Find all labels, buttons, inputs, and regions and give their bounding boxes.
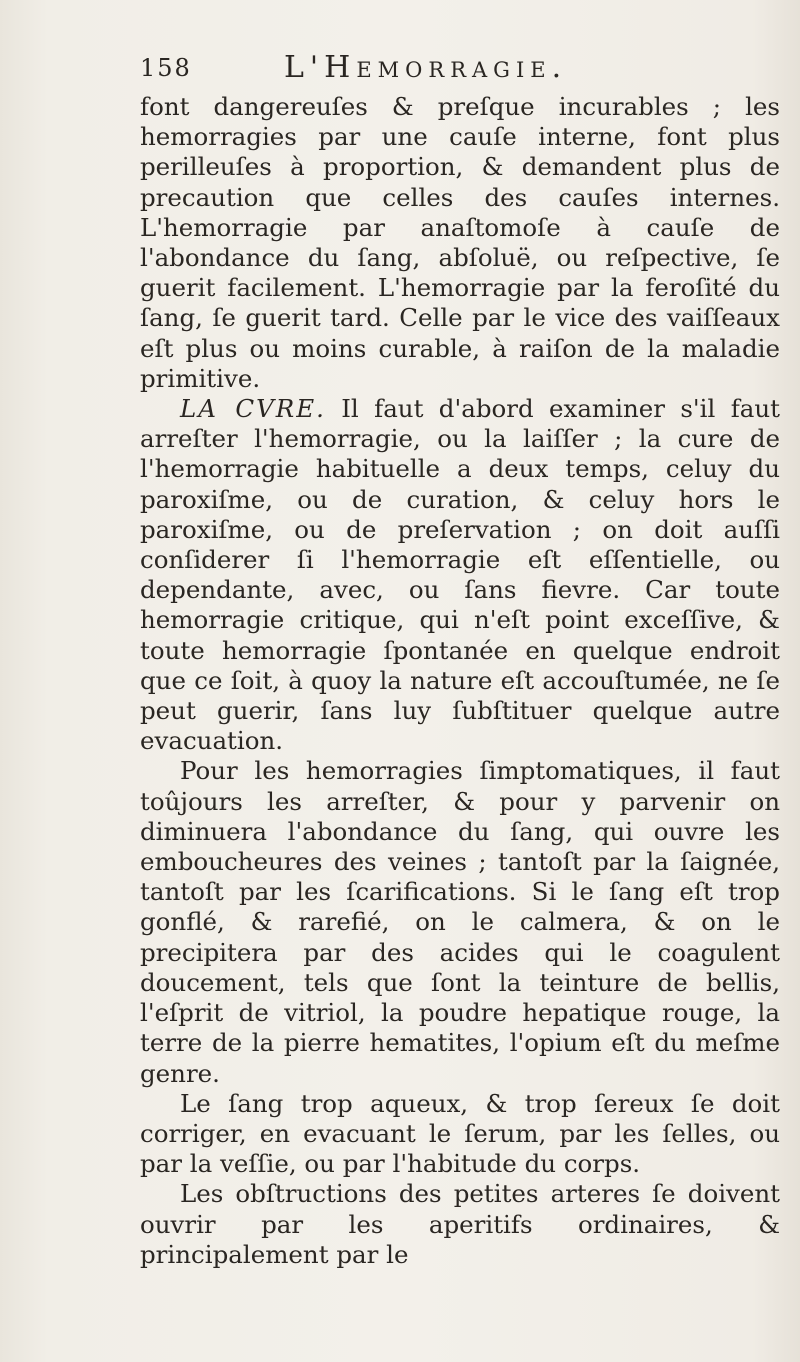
paragraph-text: Les obſtructions des petites arteres ſe doivent ouvrir par les aperitifs ordinaires, & principalement par le (140, 1179, 780, 1269)
body-text (140, 92, 780, 1270)
paragraph-1 (140, 92, 780, 394)
paragraph-text: Le ſang trop aqueux, & trop ſereux ſe doit corriger, en evacuant le ſerum, par les ſelles, ou par la veſſie, ou par l'habitude du corps. (140, 1088, 780, 1179)
paragraph-5 (140, 1179, 780, 1270)
paragraph-text: Il faut d'abord examiner s'il faut arreſter l'hemorragie, ou la laiſſer ; la cure de l'hemorragie habituelle a deux temps, celuy du paroxiſme, ou de curation, & celuy hors le paroxiſme, ou de preſervation ; on doit auſſi conſiderer ſi l'hemorragie eſt eſſentielle, ou dependante, avec, ou ſans fievre. Car toute hemorragie critique, qui n'eſt point exceſſive, & toute hemorragie ſpontanée en quelque endroit que ce ſoit, à quoy la nature eſt accouſtumée, ne ſe peut guerir, ſans luy ſubſtituer quelque autre evacuation. (140, 394, 780, 756)
page-number: 158 (140, 54, 192, 82)
paragraph-text: font dangereuſes & preſque incurables ; les hemorragies par une cauſe interne, font plus perilleuſes à proportion, & demandent plus de precaution que celles des cauſes internes. L'hemorragie par anaſtomoſe à cauſe de l'abondance du ſang, abſoluë, ou reſpective, ſe guerit facilement. L'hemorragie par la feroſité du ſang, ſe guerit tard. Celle par le vice des vaiſſeaux eſt plus ou moins curable, à raiſon de la maladie primitive. (140, 92, 780, 393)
paragraph-4 (140, 1089, 780, 1180)
paragraph-3 (140, 756, 780, 1088)
paragraph-text: Pour les hemorragies ſimptomatiques, il faut toûjours les arreſter, & pour y parvenir on diminuera l'abondance du ſang, qui ouvre les emboucheures des veines ; tantoſt par la ſaignée, tantoſt par les ſcarifications. Si le ſang eſt trop gonflé, & rarefié, on le calmera, & on le precipitera par des acides qui le coagulent doucement, tels que ſont la teinture de bellis, l'eſprit de vitriol, la poudre hepatique rouge, la terre de la pierre hematites, l'opium eſt du meſme genre. (140, 756, 780, 1088)
running-head: L'Hemorragie. (284, 50, 568, 85)
page-header (140, 46, 780, 90)
section-heading-cure: LA CVRE. (180, 394, 326, 424)
paragraph-2 (140, 394, 780, 756)
